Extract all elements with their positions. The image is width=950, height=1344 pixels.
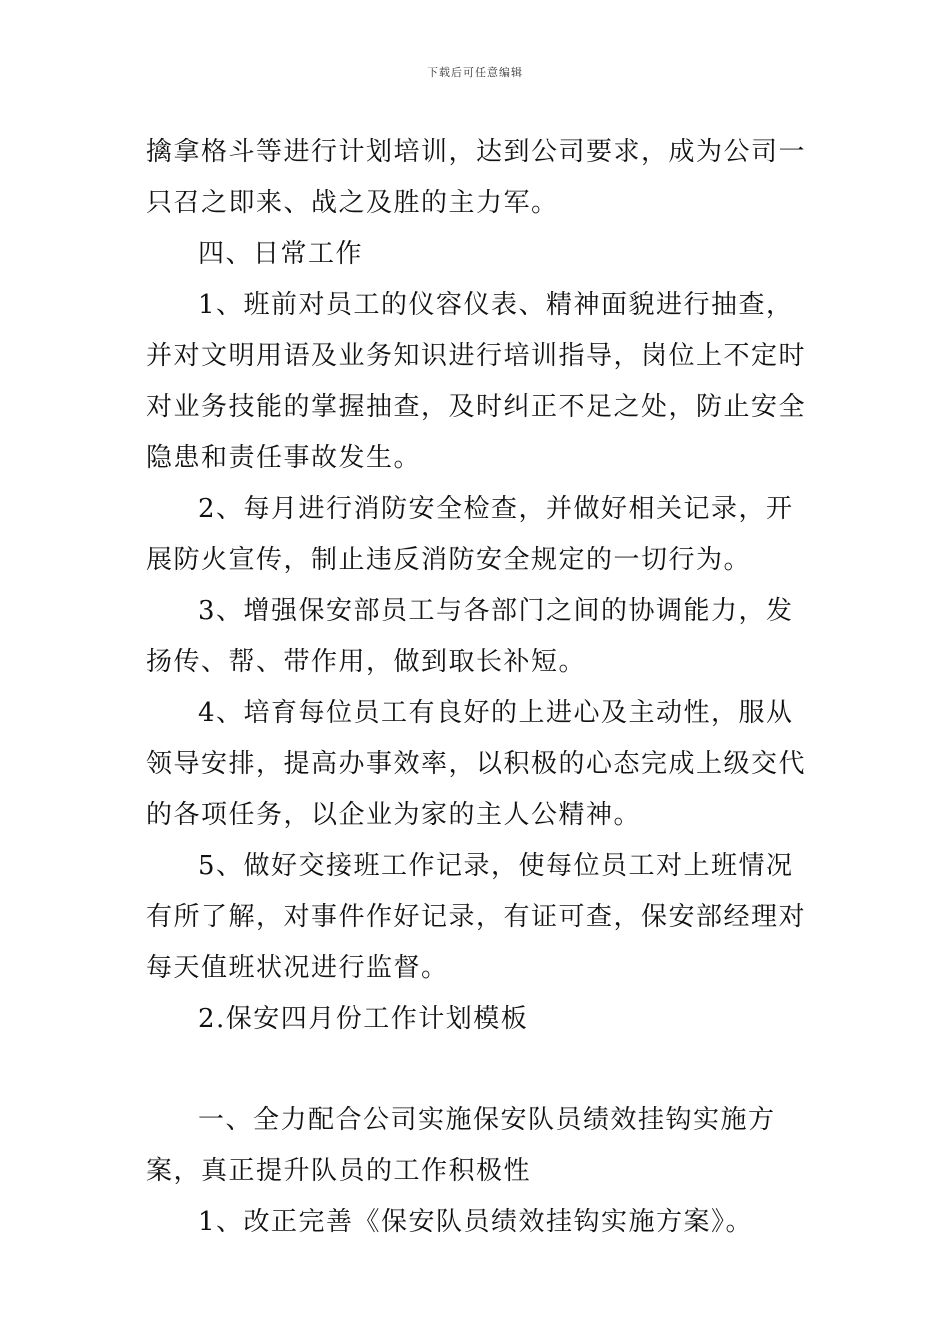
paragraph-item-4: 4、培育每位员工有良好的上进心及主动性，服从领导安排，提高办事效率，以积极的心态完成上级交代的各项任务，以企业为家的主人公精神。 bbox=[146, 698, 807, 830]
paragraph-item-3: 3、增强保安部员工与各部门之间的协调能力，发扬传、帮、带作用，做到取长补短。 bbox=[146, 596, 794, 677]
paragraph-continuation: 擒拿格斗等进行计划培训，达到公司要求，成为公司一只召之即来、战之及胜的主力军。 bbox=[146, 137, 807, 218]
page-header: 下载后可任意编辑 bbox=[427, 66, 523, 79]
paragraph-item-2: 2、每月进行消防安全检查，并做好相关记录，开展防火宣传，制止违反消防安全规定的一切行为。 bbox=[146, 494, 794, 575]
paragraph-item-1: 1、班前对员工的仪容仪表、精神面貌进行抽查，并对文明用语及业务知识进行培训指导，岗位上不定时对业务技能的掌握抽查，及时纠正不足之处，防止安全隐患和责任事故发生。 bbox=[146, 290, 807, 473]
paragraph-sub-item-1: 1、改正完善《保安队员绩效挂钩实施方案》。 bbox=[198, 1207, 754, 1237]
section-heading-daily-work: 四、日常工作 bbox=[198, 239, 364, 269]
document-body bbox=[146, 127, 816, 1248]
section-heading-one: 一、全力配合公司实施保安队员绩效挂钩实施方案，真正提升队员的工作积极性 bbox=[146, 1105, 776, 1186]
paragraph-item-5: 5、做好交接班工作记录，使每位员工对上班情况有所了解，对事件作好记录，有证可查，保安部经理对每天值班状况进行监督。 bbox=[146, 851, 807, 983]
section-title-april-plan: 2.保安四月份工作计划模板 bbox=[198, 1004, 529, 1034]
spacer bbox=[146, 1045, 816, 1095]
